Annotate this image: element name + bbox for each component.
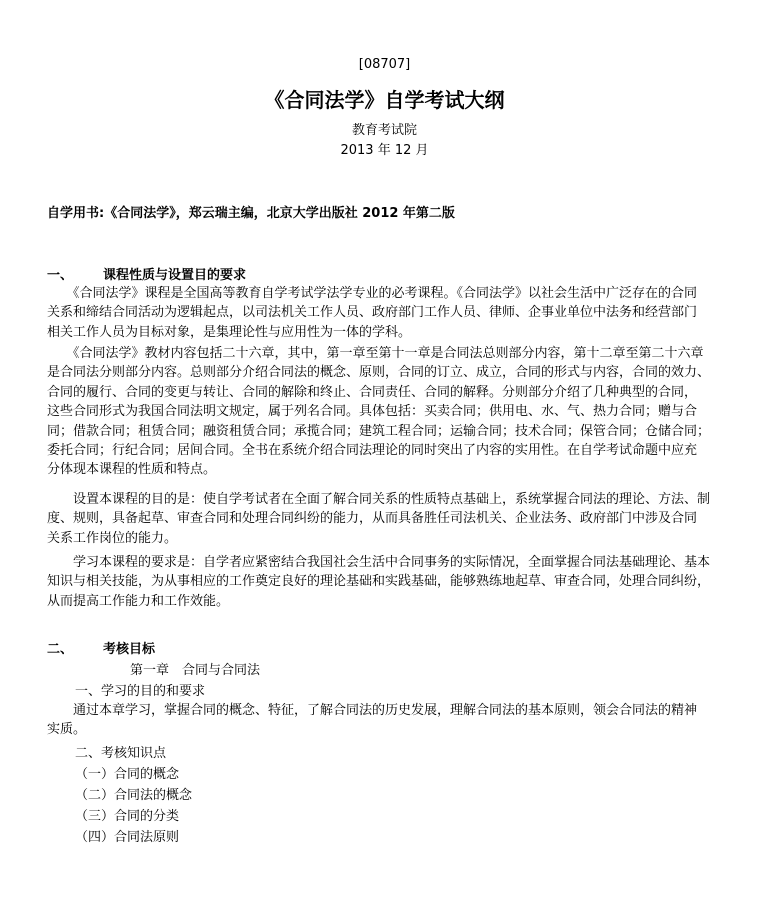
text-line: 委托合同；行纪合同；居间合同。全书在系统介绍合同法理论的同时突出了内容的实用性。在自学考试命题中应充: [47, 443, 698, 459]
author: 教育考试院: [351, 123, 417, 138]
list-item: （二）合同法的概念: [75, 788, 193, 803]
text-line: 分体现本课程的性质和特点。: [47, 462, 217, 478]
text-line: 实质。: [47, 722, 87, 738]
course-code: [08707]: [358, 57, 411, 72]
section-title: 考核目标: [103, 642, 156, 657]
date: 2013 年 12 月: [340, 143, 429, 158]
subheading: 二、考核知识点: [75, 746, 167, 761]
list-item: （三）合同的分类: [75, 809, 180, 824]
text-line: 《合同法学》教材内容包括二十六章，其中，第一章至第十一章是合同法总则部分内容，第十二章至第二十六章: [47, 346, 704, 361]
textbook-line: 自学用书:《合同法学》，郑云瑞主编，北京大学出版社 2012 年第二版: [47, 206, 455, 221]
section-heading: [47, 638, 155, 657]
section-title: 课程性质与设置目的要求: [103, 268, 247, 283]
text-line: 学习本课程的要求是：自学者应紧密结合我国社会生活中合同事务的实际情况，全面掌握合同法基础理论、基本: [47, 555, 711, 570]
text-line: 合同的履行、合同的变更与转让、合同的解除和终止、合同责任、合同的解释。分则部分介绍了几种典型的合同，: [47, 384, 698, 400]
list-item: （四）合同法原则: [75, 830, 180, 845]
text-line: 设置本课程的目的是：使自学考试者在全面了解合同关系的性质特点基础上，系统掌握合同法的理论、方法、制: [47, 492, 711, 507]
section-number: 二、: [47, 642, 74, 657]
text-line: 度、规则，具备起草、审查合同和处理合同纠纷的能力，从而具备胜任司法机关、企业法务、政府部门中涉及合同: [47, 511, 698, 527]
text-line: 相关工作人员为目标对象，是集理论性与应用性为一体的学科。: [47, 324, 412, 340]
text-line: 《合同法学》课程是全国高等教育自学考试学法学专业的必考课程。《合同法学》以社会生活中广泛存在的合同: [47, 286, 698, 301]
paragraph: [47, 701, 752, 740]
text-line: 从而提高工作能力和工作效能。: [47, 593, 230, 609]
paragraph: [47, 490, 752, 548]
list-item: （一）合同的概念: [75, 767, 180, 782]
text-line: 通过本章学习，掌握合同的概念、特征，了解合同法的历史发展，理解合同法的基本原则，领会合同法的精神: [47, 703, 698, 718]
document-title: 《合同法学》自学考试大纲: [264, 88, 505, 112]
subheading: 一、学习的目的和要求: [75, 684, 206, 699]
text-line: 知识与相关技能，为从事相应的工作奠定良好的理论基础和实践基础，能够熟练地起草、审查合同，处理合同纠纷，: [47, 574, 711, 590]
section-number: 一、: [47, 268, 74, 283]
paragraph: [47, 284, 752, 342]
text-line: 关系和缔结合同活动为逻辑起点，以司法机关工作人员、政府部门工作人员、律师、企事业单位中法务和经营部门: [47, 305, 698, 321]
chapter-title: 第一章 合同与合同法: [130, 663, 261, 678]
text-line: 关系工作岗位的能力。: [47, 530, 178, 546]
paragraph: [47, 344, 752, 480]
paragraph: [47, 553, 752, 611]
section-heading: [47, 264, 246, 283]
text-line: 同；借款合同；租赁合同；融资租赁合同；承揽合同；建筑工程合同；运输合同；技术合同；保管合同；仓储合同；: [47, 423, 711, 439]
text-line: 这些合同形式为我国合同法明文规定，属于列名合同。具体包括：买卖合同；供用电、水、气、热力合同；赠与合: [47, 404, 698, 420]
text-line: 是合同法分则部分内容。总则部分介绍合同法的概念、原则，合同的订立、成立，合同的形式与内容，合同的效力、: [47, 365, 711, 381]
